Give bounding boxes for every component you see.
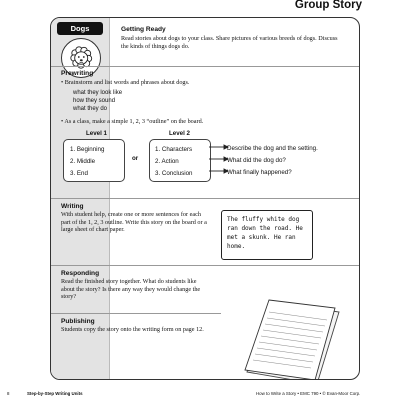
outline-step: 3. Conclusion (155, 170, 193, 177)
list-item: what they do (73, 106, 108, 112)
book-title: Step-by-Step Writing Units (27, 391, 83, 396)
responding-heading: Responding (61, 270, 100, 277)
outline-prompt: Describe the dog and the setting. (227, 145, 318, 152)
outline-step: 3. End (70, 170, 88, 177)
publishing-heading: Publishing (61, 318, 95, 325)
section-divider (51, 66, 360, 67)
responding-text: Read the finished story together. What do students like about the story? Is there any way they would change the story? (61, 278, 201, 301)
level-1-outline-box (63, 139, 125, 182)
writing-form-image (239, 298, 343, 380)
level-1-label: Level 1 (86, 130, 107, 137)
chalkboard-story-box (221, 210, 313, 260)
prewriting-heading: Prewriting (61, 70, 94, 77)
outline-prompt: What finally happened? (227, 169, 292, 176)
list-item: what they look like (73, 90, 123, 96)
outline-step: 1. Characters (155, 146, 193, 153)
section-divider (51, 265, 360, 266)
page-header (0, 0, 400, 14)
topic-tab: Dogs (57, 22, 103, 35)
level-2-label: Level 2 (169, 130, 190, 137)
prewriting-bullet-brainstorm: • Brainstorm and list words and phrases about dogs. (61, 79, 190, 86)
page-title: Group Story (294, 0, 362, 11)
getting-ready-heading: Getting Ready (121, 26, 166, 33)
level-2-outline-box (149, 139, 211, 182)
list-item: how they sound (73, 98, 116, 104)
page-number: 8 (7, 391, 10, 396)
publishing-text: Students copy the story onto the writing form on page 12. (61, 326, 204, 333)
outline-step: 2. Action (155, 158, 179, 165)
writing-text: With student help, create one or more sentences for each part of the 1, 2, 3 outline. Write this story on the board or a large sheet of chart paper. (61, 211, 207, 234)
section-divider (51, 313, 221, 314)
arrow-icon (207, 142, 229, 182)
section-divider (51, 198, 360, 199)
or-label: or (132, 155, 139, 162)
writing-heading: Writing (61, 203, 84, 210)
page-footer (0, 389, 400, 400)
chalkboard-story-text: The fluffy white dog ran down the road. He met a skunk. He ran home. (227, 216, 303, 250)
outline-step: 1. Beginning (70, 146, 105, 153)
prewriting-bullet-outline: • As a class, make a simple 1, 2, 3 “outline” on the board. (61, 118, 204, 125)
lesson-card (50, 17, 360, 380)
getting-ready-text: Read stories about dogs to your class. Share pictures of various breeds of dogs. Discuss the kinds of things dogs do. (121, 35, 338, 50)
brainstorm-sublist (73, 89, 122, 113)
outline-prompt: What did the dog do? (227, 157, 286, 164)
copyright-credit: How to Write a Story • EMC 790 • © Evan-Moor Corp. (256, 391, 361, 396)
outline-step: 2. Middle (70, 158, 96, 165)
